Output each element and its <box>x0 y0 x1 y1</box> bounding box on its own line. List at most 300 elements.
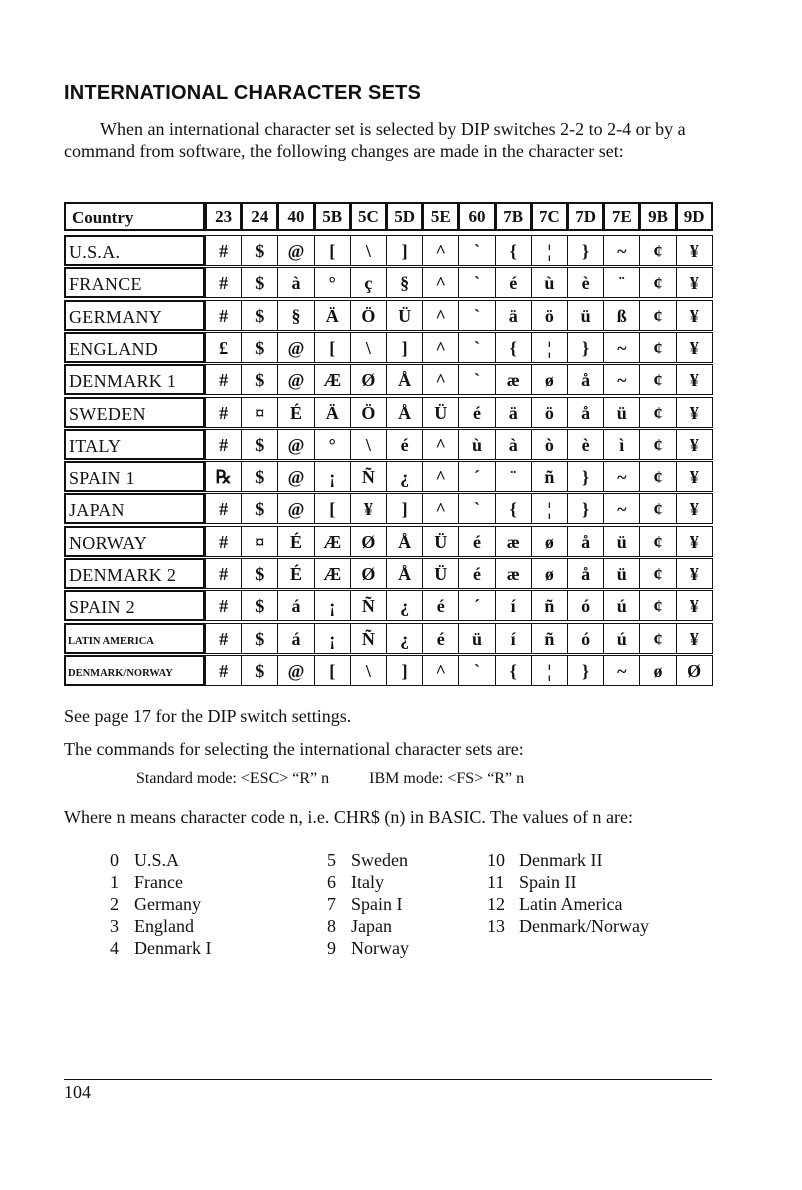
char-cell: ¦ <box>531 332 568 363</box>
char-cell: å <box>567 364 604 395</box>
table-row <box>64 267 712 300</box>
country-name: SPAIN 2 <box>69 597 135 618</box>
char-cell: # <box>205 235 242 266</box>
values-column-2 <box>327 849 409 959</box>
char-cell: ø <box>531 364 568 395</box>
country-cell <box>64 364 205 395</box>
value-number: 1 <box>110 872 119 892</box>
char-cell: # <box>205 590 242 621</box>
char-cell: $ <box>241 558 278 589</box>
char-cell: Ø <box>350 526 387 557</box>
char-cell: é <box>495 267 532 298</box>
char-cell: ¥ <box>676 332 713 363</box>
char-cell: é <box>458 558 495 589</box>
char-cell: é <box>458 526 495 557</box>
value-name: Denmark I <box>134 938 212 958</box>
char-cell: å <box>567 526 604 557</box>
code-header-cell: 23 <box>205 202 242 231</box>
char-cell: ¥ <box>676 526 713 557</box>
char-cell: ` <box>458 332 495 363</box>
country-name: FRANCE <box>69 274 142 295</box>
char-cell: ¥ <box>676 623 713 654</box>
char-cell: É <box>277 558 314 589</box>
char-cell: ¢ <box>639 300 676 331</box>
table-row <box>64 493 712 526</box>
char-cell: ¥ <box>676 397 713 428</box>
char-cell: { <box>495 332 532 363</box>
char-cell: í <box>495 590 532 621</box>
char-cell: é <box>386 429 423 460</box>
value-number: 5 <box>327 850 336 870</box>
char-cell: ø <box>639 655 676 686</box>
char-cell: Ü <box>422 558 459 589</box>
country-name: JAPAN <box>69 500 125 521</box>
country-cell <box>64 558 205 589</box>
code-header-cell: 60 <box>458 202 495 231</box>
value-number: 7 <box>327 894 336 914</box>
char-cell: æ <box>495 558 532 589</box>
char-cell: Æ <box>314 526 351 557</box>
char-cell: á <box>277 623 314 654</box>
char-cell: $ <box>241 429 278 460</box>
country-cell <box>64 493 205 524</box>
char-cell: # <box>205 429 242 460</box>
char-cell: ü <box>458 623 495 654</box>
list-item <box>110 915 211 937</box>
char-cell: ¢ <box>639 461 676 492</box>
char-cell: ¿ <box>386 623 423 654</box>
char-cell: ¢ <box>639 493 676 524</box>
code-header-cell: 5E <box>422 202 459 231</box>
char-cell: Ñ <box>350 590 387 621</box>
char-cell: $ <box>241 655 278 686</box>
value-number: 13 <box>487 916 505 936</box>
char-cell: £ <box>205 332 242 363</box>
char-cell: ¢ <box>639 332 676 363</box>
country-cell <box>64 655 205 686</box>
char-cell: } <box>567 493 604 524</box>
value-number: 3 <box>110 916 119 936</box>
char-cell: Ø <box>676 655 713 686</box>
char-cell: é <box>458 397 495 428</box>
char-cell: ¥ <box>676 590 713 621</box>
char-cell: ì <box>603 429 640 460</box>
list-item <box>327 915 409 937</box>
value-number: 6 <box>327 872 336 892</box>
char-cell: Å <box>386 526 423 557</box>
char-cell: ó <box>567 623 604 654</box>
list-item <box>487 893 649 915</box>
char-cell: $ <box>241 300 278 331</box>
char-cell: ¢ <box>639 429 676 460</box>
char-cell: Ü <box>422 397 459 428</box>
country-name: ITALY <box>69 435 122 456</box>
list-item <box>327 849 409 871</box>
char-cell: ä <box>495 300 532 331</box>
char-cell: } <box>567 461 604 492</box>
char-cell: ° <box>314 267 351 298</box>
table-row <box>64 235 712 268</box>
char-cell: ¤ <box>241 397 278 428</box>
code-header-cell: 7B <box>495 202 532 231</box>
value-name: Japan <box>351 916 392 936</box>
list-item <box>487 915 649 937</box>
char-cell: ~ <box>603 493 640 524</box>
char-cell: É <box>277 526 314 557</box>
value-name: France <box>134 872 183 892</box>
char-cell: ù <box>531 267 568 298</box>
country-cell <box>64 267 205 298</box>
char-cell: à <box>495 429 532 460</box>
char-cell: ¢ <box>639 623 676 654</box>
country-name: NORWAY <box>69 532 148 553</box>
char-cell: Ñ <box>350 461 387 492</box>
country-cell <box>64 623 205 654</box>
commands-intro: The commands for selecting the international character sets are: <box>64 739 524 759</box>
page-title: INTERNATIONAL CHARACTER SETS <box>64 82 422 104</box>
value-name: Denmark II <box>519 850 603 870</box>
char-cell: ¢ <box>639 526 676 557</box>
char-cell: # <box>205 655 242 686</box>
char-cell: } <box>567 235 604 266</box>
standard-mode-command: Standard mode: <ESC> “R” n <box>136 770 330 787</box>
char-cell: ñ <box>531 590 568 621</box>
code-header-cell: 9D <box>676 202 713 231</box>
char-cell: # <box>205 364 242 395</box>
value-name: Latin America <box>519 894 623 914</box>
char-cell: ^ <box>422 655 459 686</box>
char-cell: $ <box>241 332 278 363</box>
char-cell: ¥ <box>676 267 713 298</box>
char-cell: # <box>205 623 242 654</box>
where-paragraph: Where n means character code n, i.e. CHR$ (n) in BASIC. The values of n are: <box>64 807 633 827</box>
char-cell: @ <box>277 332 314 363</box>
char-cell: æ <box>495 526 532 557</box>
code-header-cell: 5C <box>350 202 387 231</box>
char-cell: ¢ <box>639 558 676 589</box>
char-cell: è <box>567 267 604 298</box>
char-cell: ] <box>386 493 423 524</box>
char-cell: Å <box>386 364 423 395</box>
table-row <box>64 461 712 494</box>
char-cell: ¥ <box>676 235 713 266</box>
country-name: GERMANY <box>69 306 163 327</box>
char-cell: ` <box>458 364 495 395</box>
char-cell: Ü <box>386 300 423 331</box>
char-cell: Æ <box>314 364 351 395</box>
list-item <box>327 893 409 915</box>
char-cell: ¡ <box>314 461 351 492</box>
ibm-mode-command: IBM mode: <FS> “R” n <box>369 770 525 787</box>
char-cell: ä <box>495 397 532 428</box>
char-cell: ` <box>458 300 495 331</box>
char-cell: í <box>495 623 532 654</box>
table-row <box>64 558 712 591</box>
value-number: 8 <box>327 916 336 936</box>
country-name: DENMARK 2 <box>69 565 177 585</box>
char-cell: # <box>205 558 242 589</box>
country-header: Country <box>72 208 134 227</box>
char-cell: ¡ <box>314 623 351 654</box>
char-cell: É <box>277 397 314 428</box>
char-cell: Å <box>386 558 423 589</box>
command-line <box>136 770 524 788</box>
char-cell: $ <box>241 493 278 524</box>
char-cell: ¥ <box>676 461 713 492</box>
char-cell: ¨ <box>603 267 640 298</box>
country-name: SPAIN 1 <box>69 468 135 489</box>
char-cell: ö <box>531 397 568 428</box>
char-cell: ü <box>567 300 604 331</box>
char-cell: ` <box>458 655 495 686</box>
char-cell: ö <box>531 300 568 331</box>
values-column-1 <box>110 849 211 959</box>
char-cell: Ø <box>350 558 387 589</box>
char-cell: # <box>205 267 242 298</box>
char-cell: Ü <box>422 526 459 557</box>
value-name: Sweden <box>351 850 408 870</box>
char-cell: á <box>277 590 314 621</box>
char-cell: ù <box>458 429 495 460</box>
value-number: 0 <box>110 850 119 870</box>
char-cell: @ <box>277 235 314 266</box>
char-cell: # <box>205 493 242 524</box>
table-row <box>64 332 712 365</box>
table-row <box>64 429 712 462</box>
table-row <box>64 526 712 559</box>
char-cell: \ <box>350 655 387 686</box>
value-name: Norway <box>351 938 409 958</box>
char-cell: [ <box>314 493 351 524</box>
char-cell: [ <box>314 655 351 686</box>
code-header-cell: 9B <box>639 202 676 231</box>
char-cell: { <box>495 493 532 524</box>
char-cell: \ <box>350 332 387 363</box>
char-cell: é <box>422 623 459 654</box>
footer-rule <box>64 1079 712 1080</box>
char-cell: ¦ <box>531 655 568 686</box>
char-cell: ú <box>603 590 640 621</box>
code-header-cell: 7C <box>531 202 568 231</box>
char-cell: ~ <box>603 655 640 686</box>
char-cell: ¨ <box>495 461 532 492</box>
char-cell: $ <box>241 623 278 654</box>
value-number: 11 <box>487 872 505 892</box>
char-cell: { <box>495 655 532 686</box>
table-row <box>64 397 712 430</box>
code-header-cell: 7E <box>603 202 640 231</box>
char-cell: ¢ <box>639 397 676 428</box>
char-cell: @ <box>277 655 314 686</box>
char-cell: # <box>205 397 242 428</box>
char-cell: $ <box>241 364 278 395</box>
char-cell: ^ <box>422 461 459 492</box>
char-cell: ´ <box>458 461 495 492</box>
value-name: England <box>134 916 194 936</box>
table-row <box>64 364 712 397</box>
country-cell <box>64 429 205 460</box>
list-item <box>110 937 211 959</box>
intro-text: When an international character set is selected by DIP switches 2-2 to 2-4 or by a command from software, the following changes are made in the character set: <box>64 119 686 161</box>
char-cell: } <box>567 655 604 686</box>
char-cell: ^ <box>422 267 459 298</box>
list-item <box>110 893 211 915</box>
char-cell: § <box>277 300 314 331</box>
table-row <box>64 300 712 333</box>
char-cell: [ <box>314 235 351 266</box>
char-cell: ñ <box>531 461 568 492</box>
list-item <box>327 937 409 959</box>
char-cell: ¢ <box>639 590 676 621</box>
char-cell: ¥ <box>350 493 387 524</box>
list-item <box>327 871 409 893</box>
char-cell: ¥ <box>676 300 713 331</box>
char-cell: ø <box>531 558 568 589</box>
char-cell: æ <box>495 364 532 395</box>
value-name: Spain I <box>351 894 403 914</box>
char-cell: ¥ <box>676 493 713 524</box>
char-cell: é <box>422 590 459 621</box>
value-name: Germany <box>134 894 201 914</box>
char-cell: @ <box>277 493 314 524</box>
country-cell <box>64 235 205 266</box>
value-name: Denmark/Norway <box>519 916 649 936</box>
char-cell: @ <box>277 429 314 460</box>
char-cell: ú <box>603 623 640 654</box>
list-item <box>487 849 649 871</box>
char-cell: # <box>205 300 242 331</box>
char-cell: ^ <box>422 332 459 363</box>
char-cell: ~ <box>603 235 640 266</box>
char-cell: Ö <box>350 300 387 331</box>
char-cell: ¡ <box>314 590 351 621</box>
table-row <box>64 590 712 623</box>
char-cell: ^ <box>422 429 459 460</box>
code-header-cell: 5D <box>386 202 423 231</box>
char-cell: [ <box>314 332 351 363</box>
char-cell: ¢ <box>639 235 676 266</box>
char-cell: \ <box>350 429 387 460</box>
char-cell: å <box>567 397 604 428</box>
char-cell: ] <box>386 332 423 363</box>
char-cell: ø <box>531 526 568 557</box>
char-cell: Ä <box>314 300 351 331</box>
char-cell: ¦ <box>531 235 568 266</box>
see-page-note: See page 17 for the DIP switch settings. <box>64 706 352 726</box>
char-cell: ¿ <box>386 461 423 492</box>
char-cell: ü <box>603 558 640 589</box>
char-cell: $ <box>241 590 278 621</box>
char-cell: ~ <box>603 364 640 395</box>
country-name: SWEDEN <box>69 403 146 424</box>
char-cell: # <box>205 526 242 557</box>
char-cell: @ <box>277 364 314 395</box>
char-cell: ç <box>350 267 387 298</box>
country-cell <box>64 461 205 492</box>
country-header-cell <box>64 202 205 231</box>
char-cell: ^ <box>422 300 459 331</box>
char-cell: ¦ <box>531 493 568 524</box>
char-cell: Ø <box>350 364 387 395</box>
country-cell <box>64 300 205 331</box>
intro-paragraph <box>64 118 714 162</box>
char-cell: $ <box>241 267 278 298</box>
country-cell <box>64 397 205 428</box>
page-number: 104 <box>64 1082 91 1102</box>
char-cell: ¤ <box>241 526 278 557</box>
char-cell: ¢ <box>639 267 676 298</box>
char-cell: ¥ <box>676 429 713 460</box>
char-cell: ó <box>567 590 604 621</box>
table-row <box>64 623 712 656</box>
value-number: 10 <box>487 850 505 870</box>
code-header-cell: 7D <box>567 202 604 231</box>
char-cell: ´ <box>458 590 495 621</box>
char-cell: ¢ <box>639 364 676 395</box>
char-cell: ] <box>386 655 423 686</box>
char-cell: } <box>567 332 604 363</box>
list-item <box>110 849 211 871</box>
char-cell: ñ <box>531 623 568 654</box>
char-cell: ℞ <box>205 461 242 492</box>
country-name: DENMARK 1 <box>69 371 177 392</box>
char-cell: Ä <box>314 397 351 428</box>
char-cell: \ <box>350 235 387 266</box>
code-header-cell: 24 <box>241 202 278 231</box>
char-cell: Å <box>386 397 423 428</box>
char-cell: è <box>567 429 604 460</box>
code-header-cell: 40 <box>277 202 314 231</box>
country-name: DENMARK/NORWAY <box>68 667 173 679</box>
char-cell: { <box>495 235 532 266</box>
char-cell: à <box>277 267 314 298</box>
char-cell: Æ <box>314 558 351 589</box>
value-number: 12 <box>487 894 505 914</box>
char-cell: Ö <box>350 397 387 428</box>
char-cell: @ <box>277 461 314 492</box>
value-name: Spain II <box>519 872 577 892</box>
char-cell: $ <box>241 461 278 492</box>
char-cell: Ñ <box>350 623 387 654</box>
country-name: LATIN AMERICA <box>68 635 154 647</box>
char-cell: ` <box>458 493 495 524</box>
char-cell: ] <box>386 235 423 266</box>
values-column-3 <box>487 849 649 937</box>
char-cell: ß <box>603 300 640 331</box>
char-cell: ~ <box>603 461 640 492</box>
char-cell: § <box>386 267 423 298</box>
list-item <box>110 871 211 893</box>
char-cell: ¥ <box>676 364 713 395</box>
char-cell: ¥ <box>676 558 713 589</box>
char-cell: ò <box>531 429 568 460</box>
char-cell: $ <box>241 235 278 266</box>
char-cell: ^ <box>422 364 459 395</box>
char-cell: ü <box>603 526 640 557</box>
char-cell: ° <box>314 429 351 460</box>
country-cell <box>64 332 205 363</box>
country-name: U.S.A. <box>69 242 121 262</box>
value-name: U.S.A <box>134 850 180 870</box>
char-cell: ¿ <box>386 590 423 621</box>
list-item <box>487 871 649 893</box>
value-number: 9 <box>327 938 336 958</box>
char-cell: ^ <box>422 493 459 524</box>
char-cell: å <box>567 558 604 589</box>
value-name: Italy <box>351 872 384 892</box>
char-cell: ~ <box>603 332 640 363</box>
char-cell: ` <box>458 267 495 298</box>
